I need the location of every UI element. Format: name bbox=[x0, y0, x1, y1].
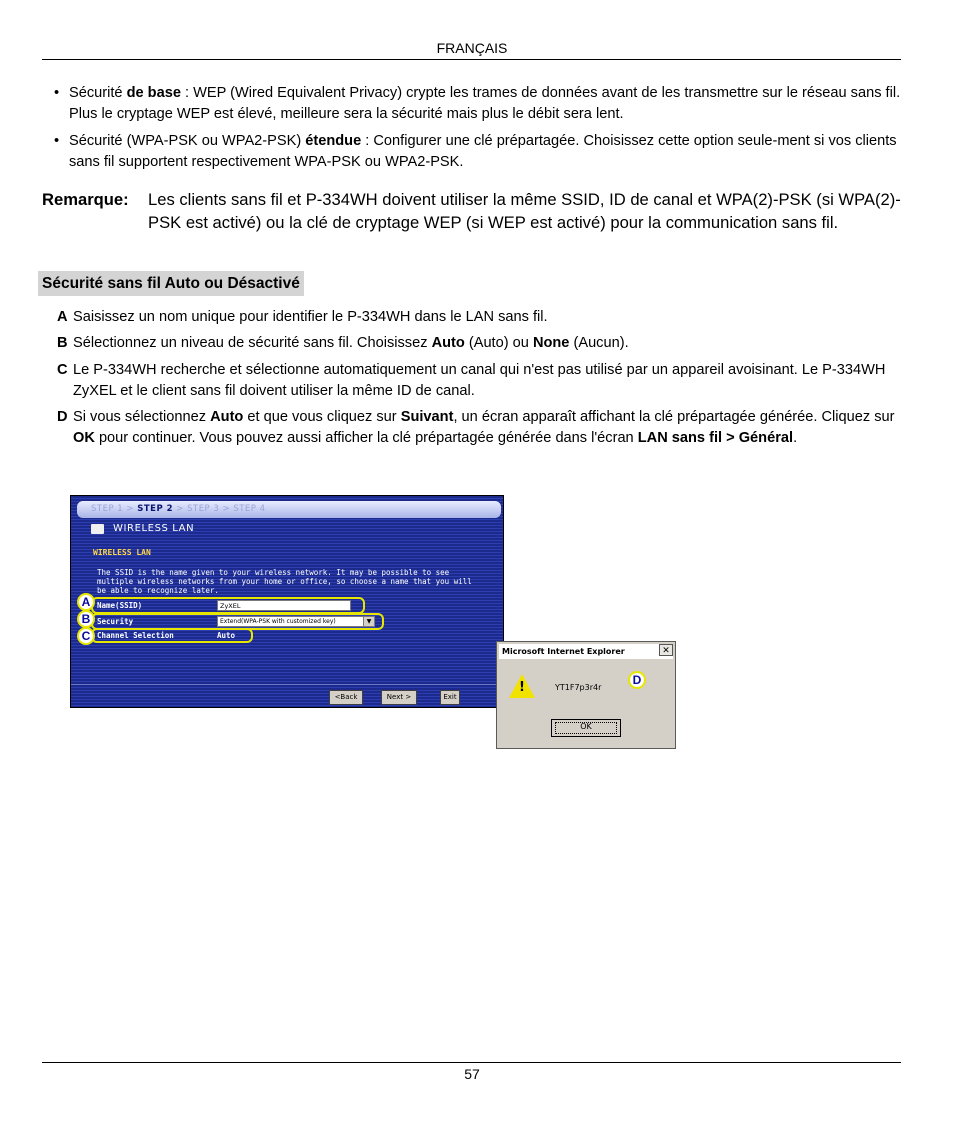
ok-button[interactable] bbox=[551, 719, 621, 737]
bullet-text bbox=[69, 83, 904, 125]
marker-a: A bbox=[77, 593, 95, 611]
marker-d: D bbox=[628, 671, 646, 689]
footer-rule bbox=[42, 1062, 901, 1063]
ok-button-focus bbox=[555, 722, 617, 734]
step-b bbox=[57, 333, 907, 354]
step-c bbox=[57, 360, 907, 402]
folder-icon bbox=[91, 524, 104, 534]
step-text-bold: LAN sans fil > Général bbox=[637, 430, 794, 446]
exit-button[interactable]: Exit bbox=[440, 690, 460, 705]
channel-value: Auto bbox=[217, 631, 236, 640]
bullet-text bbox=[69, 131, 904, 173]
security-select-value: Extend(WPA-PSK with customized key) bbox=[220, 618, 336, 625]
wizard-screenshot bbox=[70, 495, 504, 708]
bullet-text-post: : WEP (Wired Equivalent Privacy) crypte les trames de données avant de les transmettre sur le réseau sans fil. Plus le cryptage WEP est élevé, meilleure sera la sécurité mais plus le débit sera lent. bbox=[69, 85, 901, 122]
ssid-input[interactable]: ZyXEL bbox=[217, 600, 351, 611]
step-text-part: pour continuer. Vous pouvez aussi afficher la clé prépartagée générée dans l'écran bbox=[94, 430, 638, 446]
chevron-down-icon[interactable]: ▼ bbox=[363, 617, 374, 626]
dialog-title: Microsoft Internet Explorer bbox=[499, 644, 673, 659]
bullet-dot: • bbox=[54, 85, 60, 101]
ssid-label: Name(SSID) bbox=[97, 601, 143, 610]
warning-icon-mark: ! bbox=[519, 680, 525, 695]
step-text-part: . bbox=[793, 430, 798, 446]
step-d bbox=[57, 407, 907, 449]
security-label: Security bbox=[97, 617, 134, 626]
wizard-separator bbox=[71, 684, 503, 685]
remark-label: Remarque: bbox=[42, 190, 129, 209]
bullet-text-bold: étendue bbox=[305, 133, 362, 149]
marker-b: B bbox=[77, 610, 95, 628]
wizard-step-prev: STEP 1 > bbox=[91, 504, 138, 514]
back-button[interactable]: <Back bbox=[329, 690, 363, 705]
bullet-extended-security bbox=[54, 131, 904, 173]
step-text: Saisissez un nom unique pour identifier le P-334WH dans le LAN sans fil. bbox=[73, 309, 548, 325]
step-text bbox=[73, 407, 907, 449]
highlight-channel bbox=[91, 628, 253, 643]
marker-c: C bbox=[77, 627, 95, 645]
generated-key: YT1F7p3r4r bbox=[555, 683, 602, 692]
bullet-text-post: : Configurer une clé prépartagée. Choisissez cette option seule-ment si vos clients sans fil supportent respectivement WPA-PSK ou WPA2-PSK. bbox=[69, 133, 897, 170]
wizard-subtitle: WIRELESS LAN bbox=[93, 548, 151, 557]
wizard-description: The SSID is the name given to your wireless network. It may be possible to see multiple wireless networks from your home or office, so choose a name that you will be able to recognize later. bbox=[97, 568, 472, 595]
step-text-part: Sélectionnez un niveau de sécurité sans fil. Choisissez bbox=[73, 335, 432, 351]
step-text-bold: None bbox=[532, 335, 570, 351]
step-text-part: (Auto) ou bbox=[464, 335, 533, 351]
next-button[interactable]: Next > bbox=[381, 690, 417, 705]
step-text-bold: Auto bbox=[431, 335, 465, 351]
step-letter: D bbox=[57, 409, 68, 425]
remark-text: Les clients sans fil et P-334WH doivent utiliser la même SSID, ID de canal et WPA(2)-PSK (si WPA(2)-PSK est activé) ou la clé de cryptage WEP (si WEP est activé) pour la communication sans fil. bbox=[148, 190, 901, 232]
wizard-step-next: > STEP 3 > STEP 4 bbox=[173, 504, 266, 514]
step-text-bold: Auto bbox=[210, 409, 244, 425]
wizard-title: WIRELESS LAN bbox=[113, 523, 195, 534]
highlight-ssid bbox=[91, 597, 365, 614]
wizard-step-current: STEP 2 bbox=[137, 504, 174, 514]
step-text-part: , un écran apparaît affichant la clé prépartagée générée. Cliquez sur bbox=[453, 409, 895, 425]
step-letter: A bbox=[57, 309, 68, 325]
section-heading: Sécurité sans fil Auto ou Désactivé bbox=[38, 271, 304, 296]
ie-dialog bbox=[496, 641, 676, 749]
bullet-basic-security bbox=[54, 83, 904, 125]
bullet-dot: • bbox=[54, 133, 60, 149]
step-letter: B bbox=[57, 335, 68, 351]
remark-block bbox=[42, 188, 912, 234]
channel-label: Channel Selection bbox=[97, 631, 174, 640]
page-number: 57 bbox=[464, 1066, 480, 1082]
step-text-part: (Aucun). bbox=[569, 335, 629, 351]
step-letter: C bbox=[57, 362, 68, 378]
close-icon[interactable]: ✕ bbox=[659, 644, 673, 656]
step-text-bold: OK bbox=[73, 430, 95, 446]
step-text-part: et que vous cliquez sur bbox=[243, 409, 401, 425]
bullet-text-pre: Sécurité (WPA-PSK ou WPA2-PSK) bbox=[69, 133, 306, 149]
step-a bbox=[57, 307, 907, 328]
step-text bbox=[73, 333, 907, 354]
bullet-text-pre: Sécurité bbox=[69, 85, 127, 101]
header-rule bbox=[42, 59, 901, 60]
step-text: Le P-334WH recherche et sélectionne automatiquement un canal qui n'est pas utilisé par un appareil avoisinant. Le P-334WH ZyXEL et le client sans fil doivent utiliser la même ID de canal. bbox=[73, 362, 886, 399]
ok-button-label: OK bbox=[580, 722, 592, 731]
header-language: FRANÇAIS bbox=[436, 40, 508, 56]
bullet-text-bold: de base bbox=[126, 85, 181, 101]
step-text-bold: Suivant bbox=[400, 409, 454, 425]
wizard-steps-bar bbox=[77, 501, 501, 518]
step-text-part: Si vous sélectionnez bbox=[73, 409, 211, 425]
